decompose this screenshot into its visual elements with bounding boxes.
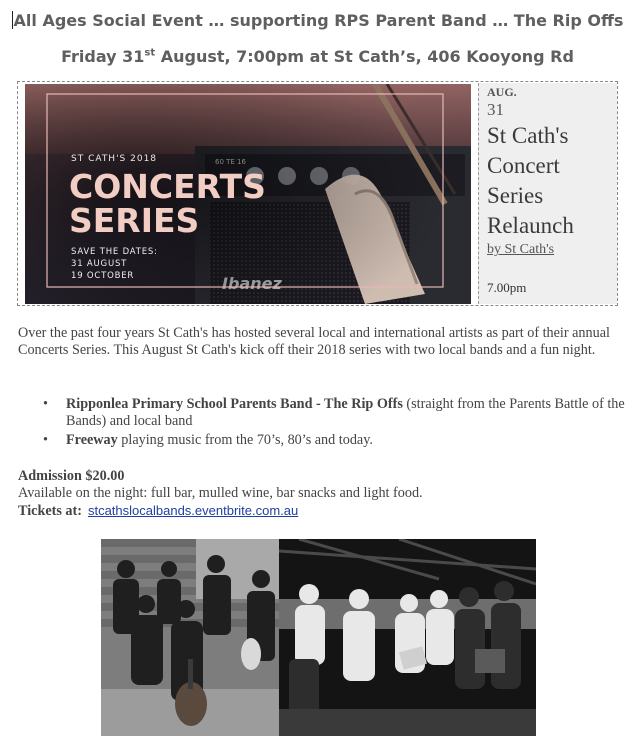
- heading-line-1-text: All Ages Social Event … supporting RPS Parent Band … The Rip Offs: [13, 11, 624, 30]
- banner-kicker: ST CATH'S 2018: [71, 154, 158, 164]
- event-title-line: Series: [487, 183, 544, 208]
- event-day: 31: [487, 100, 504, 119]
- band-photo-freeway: [279, 539, 536, 736]
- event-title-line: Relaunch: [487, 213, 574, 238]
- event-details-panel: [478, 83, 617, 304]
- band-name: Freeway: [66, 432, 118, 448]
- heading-line-1: [0, 11, 635, 30]
- list-item: [66, 396, 626, 430]
- heading-date-rest: August, 7:00pm at St Cath’s, 406 Kooyong Rd: [155, 47, 574, 66]
- heading-line-2: [0, 47, 635, 66]
- band-description: (straight from the Parents Battle of the Bands) and local band: [66, 396, 625, 429]
- heading-date-suffix: st: [144, 47, 156, 59]
- text-cursor: [12, 11, 13, 29]
- admission-block: [18, 468, 620, 520]
- tickets-label: Tickets at:: [18, 503, 82, 519]
- tickets-link[interactable]: stcathslocalbands.eventbrite.com.au: [87, 503, 299, 518]
- banner-artwork: [25, 84, 471, 304]
- event-time: 7.00pm: [487, 280, 527, 295]
- banner-date-2: 19 OCTOBER: [71, 271, 135, 281]
- band-list: [18, 396, 626, 451]
- event-organizer-link[interactable]: by St Cath's: [487, 242, 555, 257]
- banner-save-label: SAVE THE DATES:: [71, 247, 158, 257]
- availability-note: Available on the night: full bar, mulled wine, bar snacks and light food.: [18, 485, 423, 501]
- heading-date-prefix: Friday 31: [61, 47, 145, 66]
- intro-paragraph: Over the past four years St Cath's has hosted several local and international artists as part of their annual Concerts Series. This August St Cath's kick off their 2018 series with two local bands and a fun night.: [18, 325, 610, 358]
- band-name: Ripponlea Primary School Parents Band - The Rip Offs: [66, 396, 403, 412]
- admission-price: Admission $20.00: [18, 468, 125, 484]
- band-photo-artwork: [279, 539, 536, 736]
- banner-title-line-1: CONCERTS: [69, 167, 266, 206]
- band-description: playing music from the 70’s, 80’s and today.: [117, 432, 373, 448]
- band-photo-artwork: [101, 539, 279, 736]
- band-photo-rip-offs: [101, 539, 279, 736]
- event-month: AUG.: [487, 85, 517, 99]
- list-item: [66, 432, 626, 449]
- tickets-line: [18, 502, 620, 520]
- banner-date-1: 31 AUGUST: [71, 259, 128, 269]
- event-title: [487, 121, 617, 241]
- banner-title-line-2: SERIES: [69, 201, 200, 240]
- concert-series-banner: [25, 84, 471, 304]
- event-title-line: St Cath's: [487, 123, 569, 148]
- event-title-line: Concert: [487, 153, 560, 178]
